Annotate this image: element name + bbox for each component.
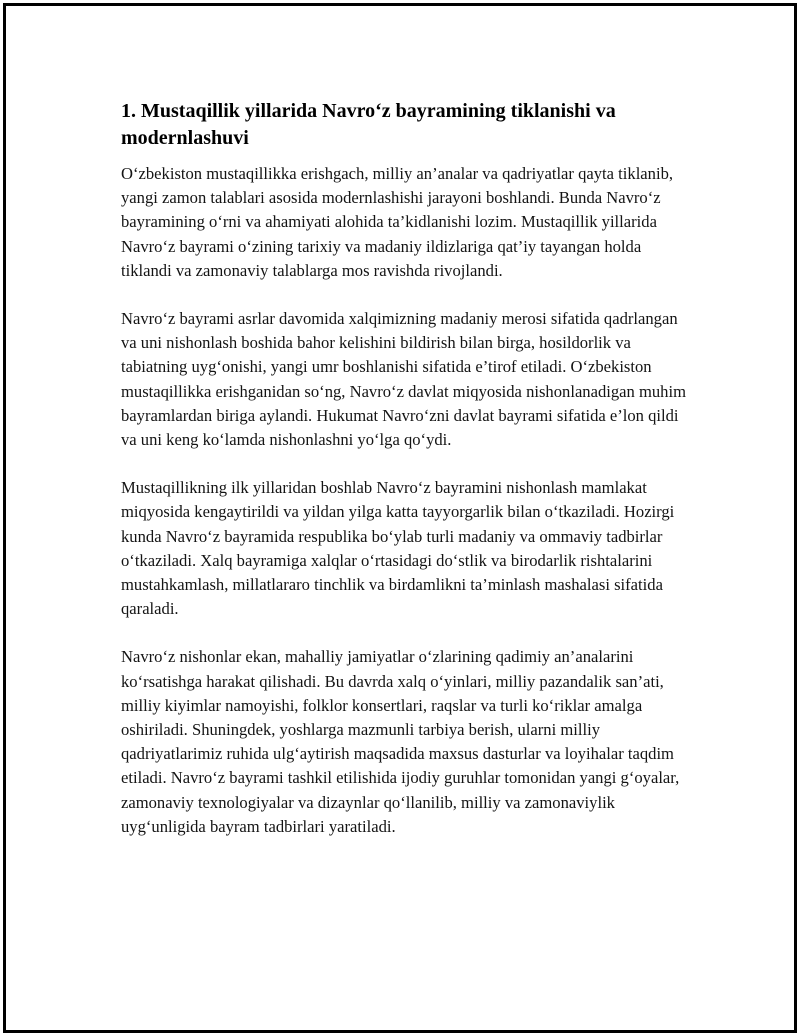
paragraph-2: Navro‘z bayrami asrlar davomida xalqimizning madaniy merosi sifatida qadrlangan va uni nishonlash boshida bahor kelishini bildirish bilan birga, hosildorlik va tabiatning uyg‘onishi, yangi umr boshlanishi sifatida e’tirof etiladi. O‘zbekiston mustaqillikka erishganidan so‘ng, Navro‘z davlat miqyosida nishonlanadigan muhim bayramlardan biriga aylandi. Hukumat Navro‘zni davlat bayrami sifatida e’lon qildi va uni keng ko‘lamda nishonlashni yo‘lga qo‘ydi. (121, 309, 686, 450)
paragraph-1: O‘zbekiston mustaqillikka erishgach, milliy an’analar va qadriyatlar qayta tiklanib, yangi zamon talablari asosida modernlashishi jarayoni boshlandi. Bunda Navro‘z bayramining o‘rni va ahamiyati alohida ta’kidlanishi lozim. Mustaqillik yillarida Navro‘z bayrami o‘zining tarixiy va madaniy ildizlariga qat’iy tayangan holda tiklandi va zamonaviy talablarga mos ravishda rivojlandi. (121, 164, 674, 280)
section-heading: 1. Mustaqillik yillarida Navro‘z bayramining tiklanishi va modernlashuvi (121, 100, 616, 149)
paragraph-3: Mustaqillikning ilk yillaridan boshlab Navro‘z bayramini nishonlash mamlakat miqyosida kengaytirildi va yildan yilga katta tayyorgarlik bilan o‘tkaziladi. Hozirgi kunda Navro‘z bayramida respublika bo‘ylab turli madaniy va ommaviy tadbirlar o‘tkaziladi. Xalq bayramiga xalqlar o‘rtasidagi do‘stlik va birodarlik rishtalarini mustahkamlash, millatlararo tinchlik va birdamlikni ta’minlash mashalasi sifatida qaraladi. (121, 478, 675, 619)
page-frame (3, 3, 797, 1033)
document-body (121, 98, 691, 863)
paragraph-4: Navro‘z nishonlar ekan, mahalliy jamiyatlar o‘zlarining qadimiy an’analarini ko‘rsatishga harakat qilishadi. Bu davrda xalq o‘yinlari, milliy pazandalik san’ati, milliy kiyimlar namoyishi, folklor konsertlari, raqslar va turli ko‘riklar amalga oshiriladi. Shuningdek, yoshlarga mazmunli tarbiya berish, ularni milliy qadriyatlarimiz ruhida ulg‘aytirish maqsadida maxsus dasturlar va loyihalar taqdim etiladi. Navro‘z bayrami tashkil etilishida ijodiy guruhlar tomonidan yangi g‘oyalar, zamonaviy texnologiyalar va dizaynlar qo‘llanilib, milliy va zamonaviylik uyg‘unligida bayram tadbirlari yaratiladi. (121, 647, 680, 836)
